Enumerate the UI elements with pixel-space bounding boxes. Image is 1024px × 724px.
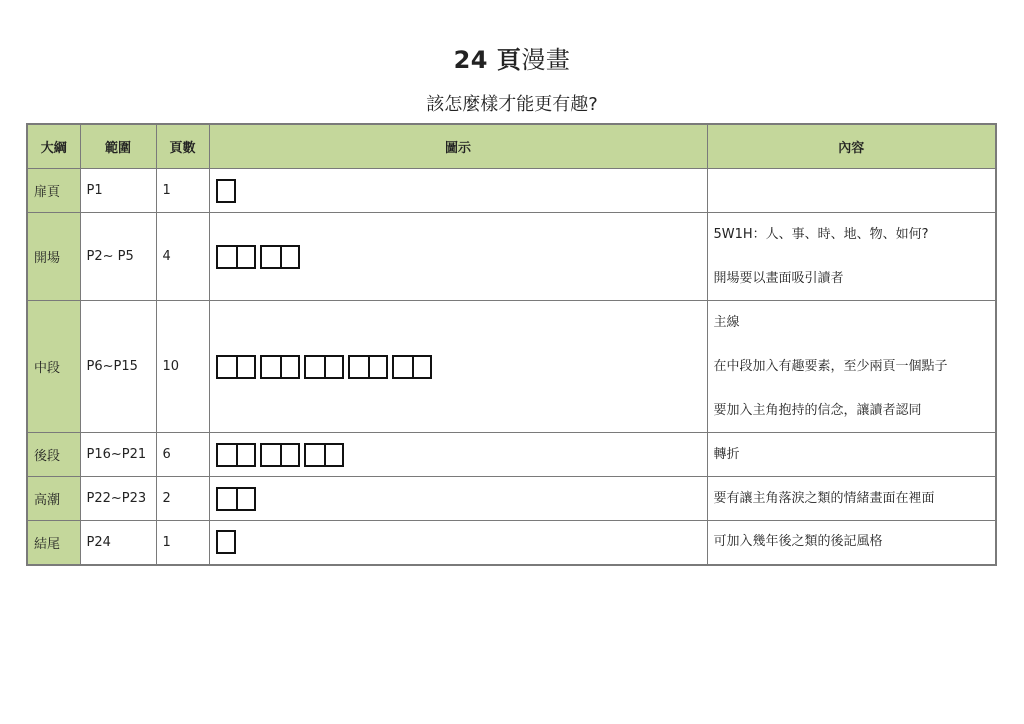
row-range: P1 [80,169,156,213]
page-cell [306,445,324,465]
page-cell [280,357,298,377]
content-line: 要有讓主角落淚之類的情緒畫面在裡面 [713,490,935,506]
content-line: 可加入幾年後之類的後記風格 [713,534,883,550]
spread-frame-icon [304,355,344,379]
page-cell [262,247,280,267]
row-page-count: 6 [156,433,209,477]
row-section: 開場 [27,213,80,301]
row-section: 高潮 [27,477,80,521]
row-diagram [209,213,707,301]
spread-frame-icon [304,443,344,467]
row-diagram [209,169,707,213]
page-cell [262,357,280,377]
row-diagram [209,521,707,565]
row-content [707,477,996,521]
row-section: 結尾 [27,521,80,565]
page-title-text: 漫畫 [521,46,571,74]
spread-frame-icon [392,355,432,379]
page-cell [412,357,430,377]
storyboard-table [26,123,997,566]
page-cell [218,489,236,509]
row-page-count: 1 [156,521,209,565]
header-page-count: 頁數 [156,124,209,169]
spread-frame-icon [260,355,300,379]
row-section: 扉頁 [27,169,80,213]
table-row [27,521,996,565]
row-diagram [209,301,707,433]
page-cell [218,445,236,465]
page-cell [236,247,254,267]
content-line: 轉折 [713,446,740,462]
row-range: P2~ P5 [80,213,156,301]
spread-frame-icon [216,245,256,269]
single-page-frame-icon [216,179,236,203]
row-page-count: 2 [156,477,209,521]
spread-frame-icon [348,355,388,379]
page-frames [216,487,701,511]
row-diagram [209,433,707,477]
row-range: P22~P23 [80,477,156,521]
page-cell [280,445,298,465]
page-cell [218,532,234,552]
page-cell [218,181,234,201]
page-frames [216,355,701,379]
row-page-count: 10 [156,301,209,433]
page-cell [368,357,386,377]
page-subtitle: 該怎麼樣才能更有趣? [426,94,598,115]
page-frames [216,443,701,467]
single-page-frame-icon [216,530,236,554]
page-title [0,40,1024,75]
page-cell [236,357,254,377]
page-title-number: 24 頁 [453,46,522,74]
row-diagram [209,477,707,521]
page-cell [280,247,298,267]
table-header-row [27,124,996,169]
spread-frame-icon [216,355,256,379]
row-content [707,213,996,301]
page-cell [350,357,368,377]
row-content [707,301,996,433]
page-frames [216,530,701,554]
row-range: P24 [80,521,156,565]
header-content: 內容 [707,124,996,169]
table-row [27,477,996,521]
content-line: 要加入主角抱持的信念，讓讀者認同 [713,402,922,418]
row-page-count: 4 [156,213,209,301]
row-section: 中段 [27,301,80,433]
page-cell [218,357,236,377]
row-content [707,521,996,565]
header-diagram: 圖示 [209,124,707,169]
page-cell [236,489,254,509]
page-frames [216,245,701,269]
content-line: 開場要以畫面吸引讀者 [713,270,844,286]
content-line: 主線 [713,314,740,330]
page-cell [324,357,342,377]
row-range: P16~P21 [80,433,156,477]
spread-frame-icon [216,487,256,511]
table-row [27,213,996,301]
page-cell [394,357,412,377]
spread-frame-icon [260,245,300,269]
page-cell [324,445,342,465]
row-content [707,169,996,213]
row-range: P6~P15 [80,301,156,433]
table-row [27,169,996,213]
row-content [707,433,996,477]
page-cell [218,247,236,267]
header-range: 範圍 [80,124,156,169]
table-row [27,433,996,477]
page-cell [262,445,280,465]
row-page-count: 1 [156,169,209,213]
table-row [27,301,996,433]
spread-frame-icon [216,443,256,467]
page-frames [216,179,701,203]
page-cell [236,445,254,465]
content-line: 5W1H：人、事、時、地、物、如何? [713,226,929,242]
spread-frame-icon [260,443,300,467]
row-section: 後段 [27,433,80,477]
content-line: 在中段加入有趣要素，至少兩頁一個點子 [713,358,948,374]
header-outline: 大綱 [27,124,80,169]
page-cell [306,357,324,377]
